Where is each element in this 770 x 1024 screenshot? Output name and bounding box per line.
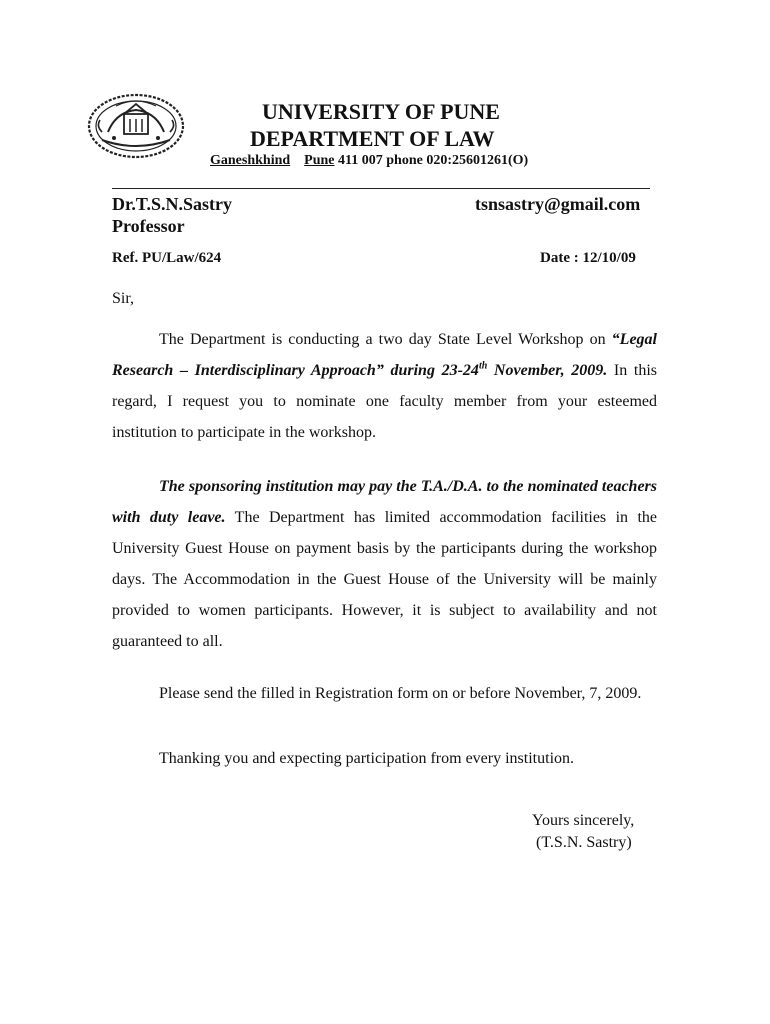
salutation: Sir, [112,290,135,307]
address-line [210,153,528,169]
workshop-title: “Legal Research – Interdisciplinary Approach” during 23-24 [112,331,657,379]
header-divider [112,188,650,189]
workshop-date: November, 2009. [487,362,608,379]
signature-block [532,810,634,854]
paragraph-accommodation [112,471,657,657]
sender-email: tsnsastry@gmail.com [475,194,641,214]
address-city: Pune [304,153,335,168]
paragraph-thanks [112,743,657,774]
thanks-text: Thanking you and expecting participation from every institution. [159,750,575,767]
date-suffix: th [478,360,488,372]
department-name: DEPARTMENT OF LAW [250,126,495,151]
para1-lead: The Department is conducting a two day State Level Workshop on [159,331,612,348]
sender-name: Dr.T.S.N.Sastry [112,194,233,214]
university-name: UNIVERSITY OF PUNE [262,99,500,124]
closing-line: Yours sincerely, [532,812,635,829]
registration-text: Please send the filled in Registration form on or before November, 7, 2009. [159,685,642,702]
para1-rest: In this regard, I request you to nominate one faculty member from your esteemed institution to participate in the workshop. [112,362,658,441]
paragraph-registration [112,682,657,706]
para2-rest: The Department has limited accommodation facilities in the University Guest House on payment basis by the participants during the workshop days. The Accommodation in the Guest House of the University will be mainly provided to women participants. However, it is subject to availability and not guaranteed to all. [112,509,658,650]
university-seal-logo [86,92,186,160]
paragraph-workshop [112,324,657,448]
address-place: Ganeshkhind [210,153,291,168]
reference-number: Ref. PU/Law/624 [112,250,222,266]
sponsorship-note: The sponsoring institution may pay the T.A./D.A. to the nominated teachers with duty leave. [112,478,657,526]
signatory-name: (T.S.N. Sastry) [536,834,632,851]
address-rest: 411 007 phone 020:25601261(O) [338,153,529,168]
sender-designation: Professor [112,216,185,236]
letter-date: Date : 12/10/09 [540,250,636,266]
